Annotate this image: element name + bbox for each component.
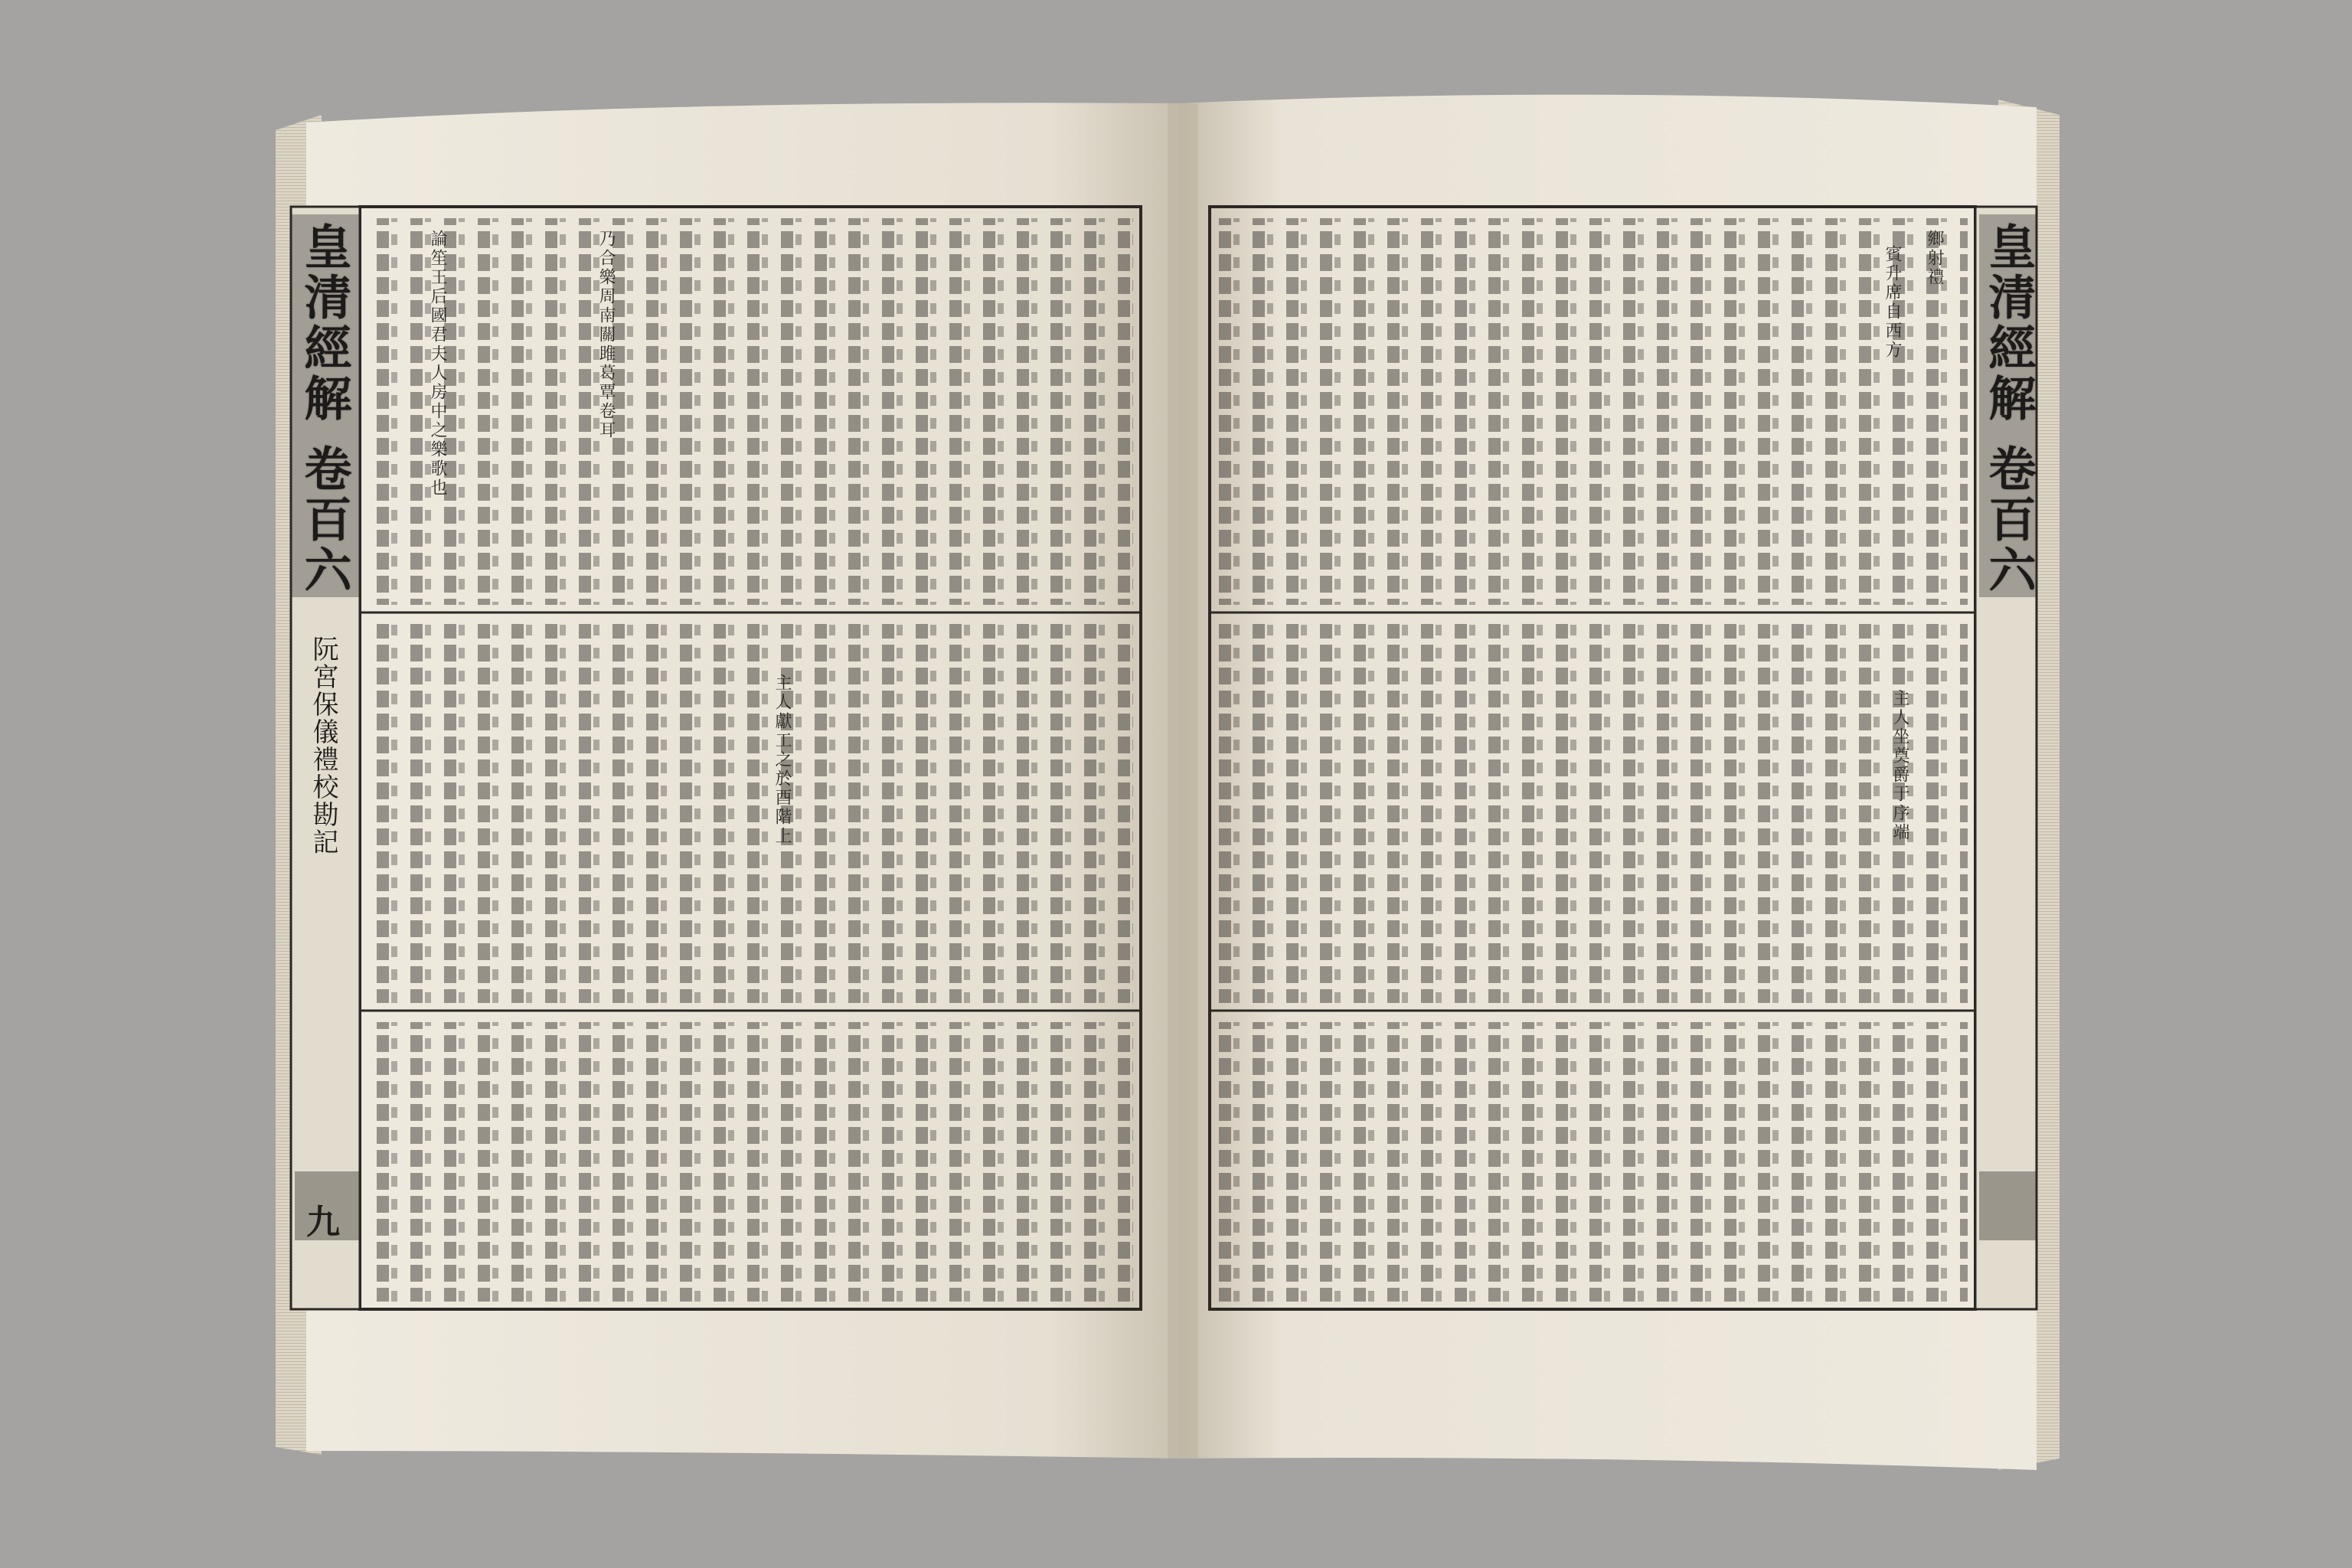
left-text-column-1: 主人獻工之於酉階上	[773, 674, 792, 846]
left-margin-title: 皇清經解	[296, 222, 352, 424]
gutter-shadow	[1168, 103, 1198, 1459]
left-page-number: 九	[306, 1203, 340, 1242]
left-text-column-3: 論笙王后國君夫人房中之樂歌也	[428, 230, 447, 498]
left-margin-volume: 卷百六	[296, 444, 352, 596]
left-text-column-2: 乃合樂周南關雎葛覃卷耳	[596, 230, 616, 440]
left-margin-colophon: 阮宮保儀禮校勘記	[308, 635, 338, 856]
right-text-column-2: 賓升席自西方	[1883, 245, 1902, 360]
right-text-column-1: 鄉射禮	[1925, 230, 1944, 287]
right-margin-title: 皇清經解	[1981, 222, 2037, 424]
right-text-column-3: 主人坐奠爵于序端	[1890, 689, 1909, 842]
right-margin-volume: 卷百六	[1981, 444, 2037, 596]
